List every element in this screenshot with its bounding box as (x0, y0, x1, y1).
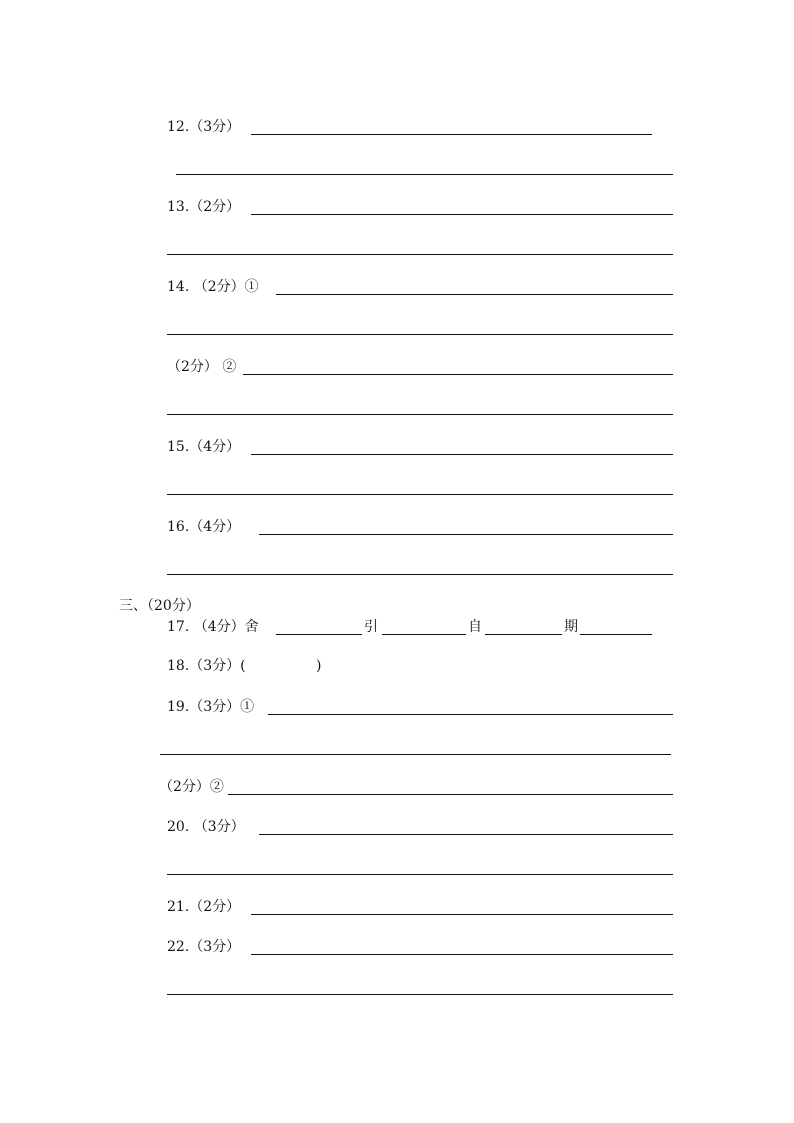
q12-answer-line-1[interactable] (251, 134, 652, 135)
q18-label: 18.（3分）( (167, 658, 246, 674)
q13-label: 13.（2分） (167, 199, 241, 215)
q19-answer-line-1[interactable] (268, 714, 673, 715)
q12-answer-line-2[interactable] (176, 174, 673, 175)
q19b-label: （2分）② (159, 779, 224, 795)
q21-answer-line-1[interactable] (251, 914, 673, 915)
q22-answer-line-1[interactable] (251, 954, 673, 955)
q14b-answer-line-1[interactable] (243, 374, 673, 375)
q15-answer-line-2[interactable] (167, 494, 673, 495)
q22-label: 22.（3分） (167, 939, 241, 955)
q17-blank-4[interactable] (580, 634, 652, 635)
q20-answer-line-1[interactable] (259, 834, 673, 835)
q16-label: 16.（4分） (167, 519, 241, 535)
q20-answer-line-2[interactable] (167, 874, 673, 875)
q22-answer-line-2[interactable] (167, 994, 673, 995)
q14b-answer-line-2[interactable] (167, 414, 673, 415)
q20-label: 20. （3分） (167, 819, 245, 835)
q17-blank-3[interactable] (485, 634, 562, 635)
q12-label: 12.（3分） (167, 119, 241, 135)
q17-blank-2[interactable] (382, 634, 466, 635)
q18-close-paren: ) (316, 658, 322, 674)
q16-answer-line-1[interactable] (259, 534, 673, 535)
q15-label: 15.（4分） (167, 439, 241, 455)
q17-char-qi: 期 (564, 619, 578, 635)
q17-char-yin: 引 (364, 619, 378, 635)
q19-label: 19.（3分）① (167, 699, 255, 715)
q19-answer-line-2[interactable] (160, 754, 671, 755)
q14-answer-line-2[interactable] (167, 334, 673, 335)
q18-answer-slot[interactable] (262, 658, 314, 674)
q17-char-zi: 自 (468, 619, 482, 635)
section-3-heading: 三、（20分） (119, 598, 200, 614)
q14-label: 14. （2分）① (167, 279, 259, 295)
q14b-label: （2分） ② (167, 359, 237, 375)
q17-blank-1[interactable] (276, 634, 362, 635)
q13-answer-line-2[interactable] (167, 254, 673, 255)
q15-answer-line-1[interactable] (251, 454, 673, 455)
q17-label: 17. （4分）舍 (167, 619, 259, 635)
q19b-answer-line-1[interactable] (228, 794, 673, 795)
q13-answer-line-1[interactable] (251, 214, 673, 215)
q14-answer-line-1[interactable] (276, 294, 673, 295)
q16-answer-line-2[interactable] (167, 574, 673, 575)
q21-label: 21.（2分） (167, 899, 241, 915)
